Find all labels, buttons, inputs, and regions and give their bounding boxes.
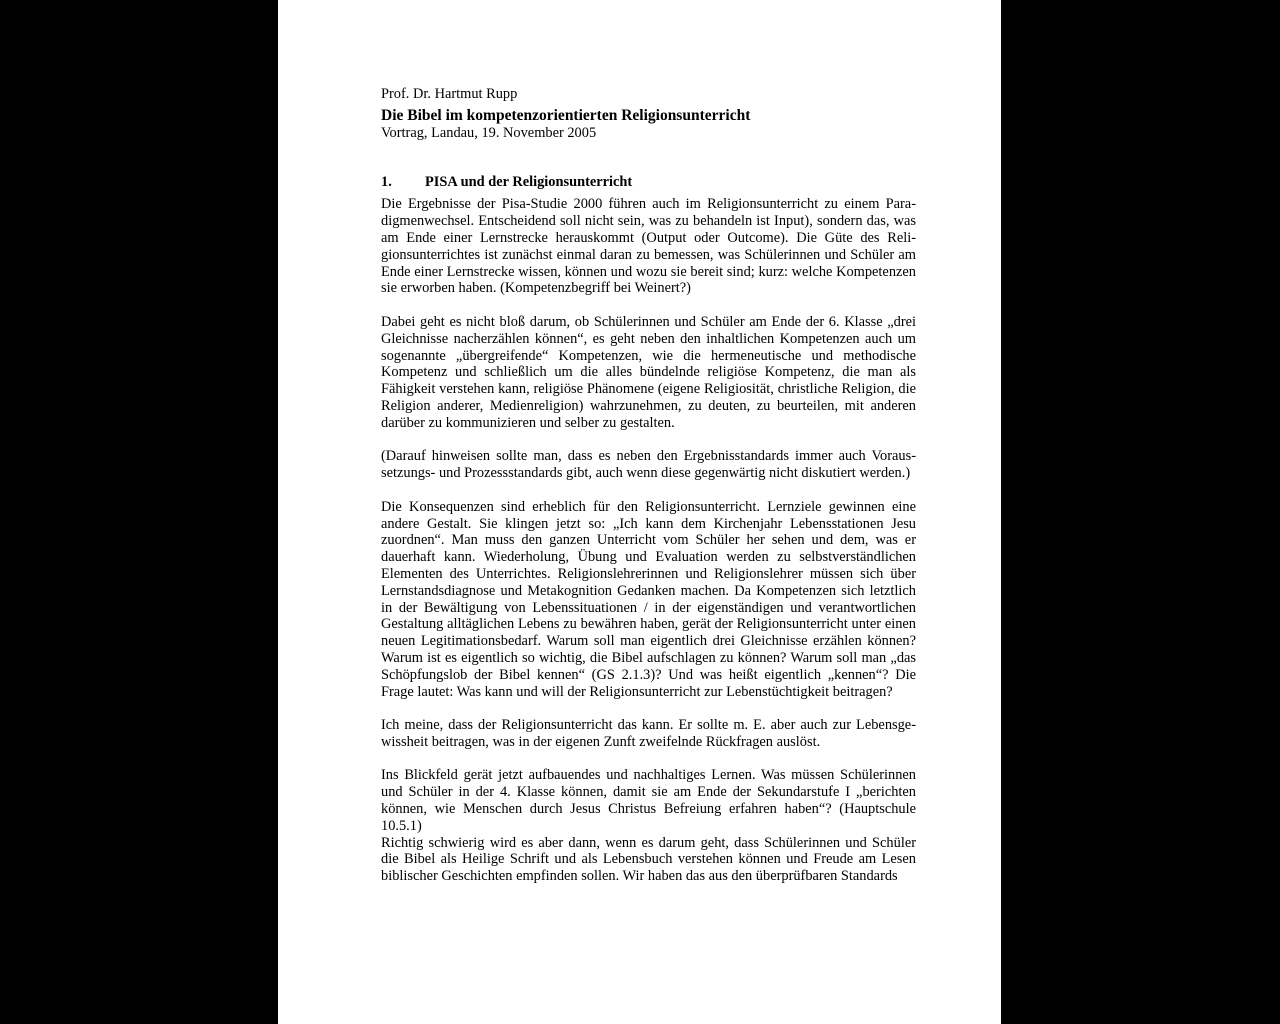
paragraph: (Darauf hinweisen sollte man, dass es neben den Ergebnisstandards immer auch Voraussetzungs- und Prozessstandards gibt, auch wenn diese gegenwärtig nicht diskutiert werden.): [381, 448, 916, 482]
paragraph: Ich meine, dass der Religionsunterricht das kann. Er sollte m. E. aber auch zur Lebensgewissheit beitragen, was in der eigenen Zunft zweifelnde Rückfragen auslöst.: [381, 717, 916, 750]
document-content: [381, 86, 916, 885]
paragraph: Dabei geht es nicht bloß darum, ob Schülerinnen und Schüler am Ende der 6. Klasse „drei Gleichnisse nacherzählen können“, es geht neben den inhaltlichen Kompetenzen auch um sogenannte „übergreifende“ Kompetenzen, wie die hermeneutische und methodische Kompetenz und schließlich um die alles bündelnde religiöse Kompetenz, die man als Fähigkeit verstehen kann, religiöse Phänomene (eigene Religiosität, christliche Religion, die Religion anderer, Medienreligion) wahrzunehmen, zu deuten, zu beurteilen, mit anderen darüber zu kommunizieren und selber zu gestalten.: [381, 313, 916, 431]
paragraph: Die Konsequenzen sind erheblich für den Religionsunterricht. Lernziele gewinnen eine andere Gestalt. Sie klingen jetzt so: „Ich kann dem Kirchenjahr Lebensstationen Jesu zuordnen“. Man muss den ganzen Unterricht vom Schüler her sehen und dem, was er dauerhaft kann. Wiederholung, Übung und Evaluation werden zu selbstverständlichen Elementen des Unterrichtes. Religionslehrerinnen und Religionslehrer müssen sich über Lernstandsdiagnose und Metakognition Gedanken machen. Da Kompetenzen sich letztlich in der Bewältigung von Lebenssituationen / in der eigenständigen und verantwortlichen Gestaltung alltäglichen Lebens zu bewähren haben, gerät der Religionsunterricht unter einen neuen Legitimationsbedarf. Warum soll man eigentlich drei Gleichnisse erzählen können? Warum ist es eigentlich so wichtig, die Bibel aufschlagen zu können? Warum soll man „das Schöpfungslob der Bibel kennen“ (GS 2.1.3)? Und was heißt eigentlich „kennen“? Die Frage lautet: Was kann und will der Religionsunterricht zur Lebenstüchtigkeit beitragen?: [381, 498, 916, 700]
section-heading: [381, 174, 916, 191]
paragraph: Richtig schwierig wird es aber dann, wenn es darum geht, dass Schülerinnen und Schüler die Bibel als Heilige Schrift und als Lebensbuch verstehen können und Freude am Lesen biblischer Geschichten empfinden sollen. Wir haben das aus den überprüfbaren Standards: [381, 834, 916, 885]
document-subtitle: Vortrag, Landau, 19. November 2005: [381, 124, 597, 141]
paragraph: Die Ergebnisse der Pisa-Studie 2000 führen auch im Religionsunterricht zu einem Paradigmenwechsel. Entscheidend soll nicht sein, was zu behandeln ist Input), sondern das, was am Ende einer Lernstrecke herauskommt (Output oder Outcome). Die Güte des Religionsunterrichtes ist zunächst einmal daran zu bemessen, was Schülerinnen und Schüler am Ende einer Lernstrecke wissen, können und wozu sie bereit sind; kurz: welche Kompetenzen sie erworben haben. (Kompetenzbegriff bei Weinert?): [381, 196, 916, 297]
section-number: 1.: [381, 173, 392, 190]
author-line: Prof. Dr. Hartmut Rupp: [381, 86, 518, 102]
paragraph: Ins Blickfeld gerät jetzt aufbauendes und nachhaltiges Lernen. Was müssen Schülerinnen und Schüler in der 4. Klasse können, damit sie am Ende der Sekundarstufe I „berichten können, wie Menschen durch Jesus Christus Befreiung erfahren haben“? (Hauptschule 10.5.1): [381, 767, 916, 834]
section-title: PISA und der Religionsunterricht: [425, 173, 633, 190]
document-title: Die Bibel im kompetenzorientierten Religionsunterricht: [381, 106, 751, 124]
document-page: [278, 0, 1001, 1024]
